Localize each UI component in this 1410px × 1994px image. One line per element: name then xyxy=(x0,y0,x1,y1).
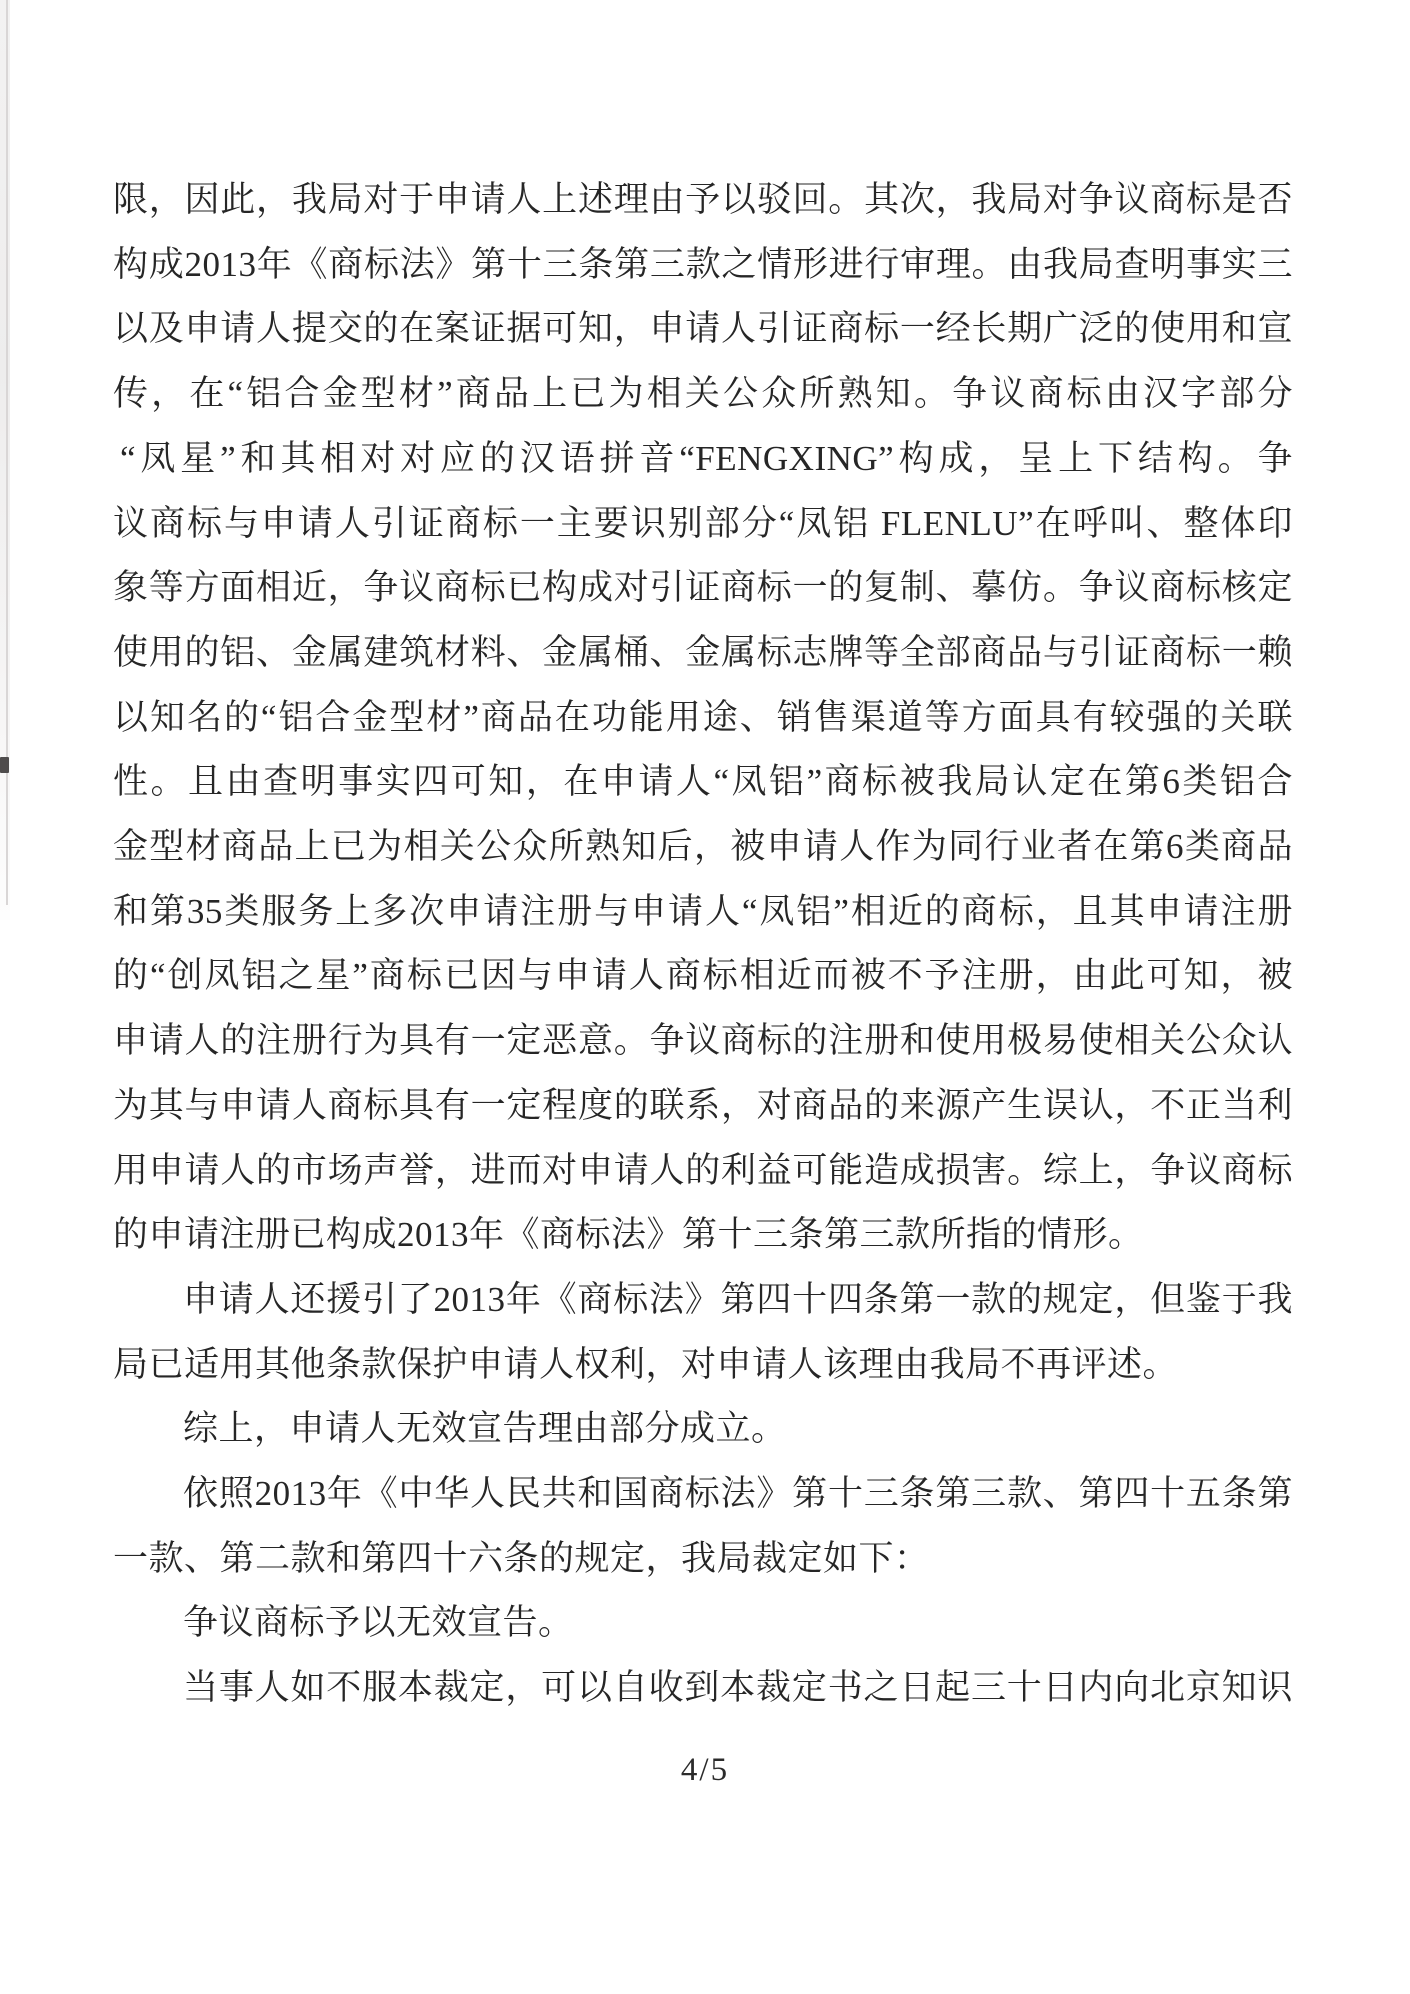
text-line: 和第35类服务上多次申请注册与申请人“凤铝”相近的商标，且其申请注册 xyxy=(113,891,1293,931)
text-line: “凤星”和其相对对应的汉语拼音“FENGXING”构成，呈上下结构。争 xyxy=(120,438,1293,478)
text-line: 申请人还援引了2013年《商标法》第四十四条第一款的规定，但鉴于我 xyxy=(183,1279,1293,1319)
text-line: 限，因此，我局对于申请人上述理由予以驳回。其次，我局对争议商标是否 xyxy=(113,180,1293,219)
text-line: 性。且由查明事实四可知，在申请人“凤铝”商标被我局认定在第6类铝合 xyxy=(113,762,1293,802)
text-line: 用申请人的市场声誉，进而对申请人的利益可能造成损害。综上，争议商标 xyxy=(113,1150,1293,1190)
text-line: 当事人如不服本裁定，可以自收到本裁定书之日起三十日内向北京知识 xyxy=(183,1668,1293,1708)
text-line: 的申请注册已构成2013年《商标法》第十三条第三款所指的情形。 xyxy=(113,1215,1144,1255)
text-line: 依照2013年《中华人民共和国商标法》第十三条第三款、第四十五条第 xyxy=(183,1474,1293,1514)
text-line: 局已适用其他条款保护申请人权利，对申请人该理由我局不再评述。 xyxy=(113,1344,1179,1384)
scan-ink-speck xyxy=(0,757,9,773)
text-line: 象等方面相近，争议商标已构成对引证商标一的复制、摹仿。争议商标核定 xyxy=(113,568,1293,608)
text-line: 使用的铝、金属建筑材料、金属桶、金属标志牌等全部商品与引证商标一赖 xyxy=(113,632,1293,672)
text-line: 综上，申请人无效宣告理由部分成立。 xyxy=(183,1409,787,1449)
text-line: 一款、第二款和第四十六条的规定，我局裁定如下： xyxy=(113,1538,930,1578)
page-number: 4/5 xyxy=(680,1752,730,1788)
text-line: 的“创凤铝之星”商标已因与申请人商标相近而被不予注册，由此可知，被 xyxy=(113,956,1293,996)
text-line: 以及申请人提交的在案证据可知，申请人引证商标一经长期广泛的使用和宣 xyxy=(113,309,1293,349)
text-line: 构成2013年《商标法》第十三条第三款之情形进行审理。由我局查明事实三 xyxy=(113,244,1293,284)
text-line: 传，在“铝合金型材”商品上已为相关公众所熟知。争议商标由汉字部分 xyxy=(113,374,1293,414)
text-line: 金型材商品上已为相关公众所熟知后，被申请人作为同行业者在第6类商品 xyxy=(113,827,1293,867)
text-line: 为其与申请人商标具有一定程度的联系，对商品的来源产生误认，不正当利 xyxy=(113,1085,1293,1125)
text-line: 议商标与申请人引证商标一主要识别部分“凤铝 FLENLU”在呼叫、整体印 xyxy=(113,503,1293,543)
text-line: 以知名的“铝合金型材”商品在功能用途、销售渠道等方面具有较强的关联 xyxy=(113,697,1293,737)
text-line: 争议商标予以无效宣告。 xyxy=(183,1603,574,1643)
text-line: 申请人的注册行为具有一定恶意。争议商标的注册和使用极易使相关公众认 xyxy=(113,1021,1293,1061)
ruling-body-text xyxy=(113,168,1293,1721)
scan-edge-artifact xyxy=(0,0,10,920)
